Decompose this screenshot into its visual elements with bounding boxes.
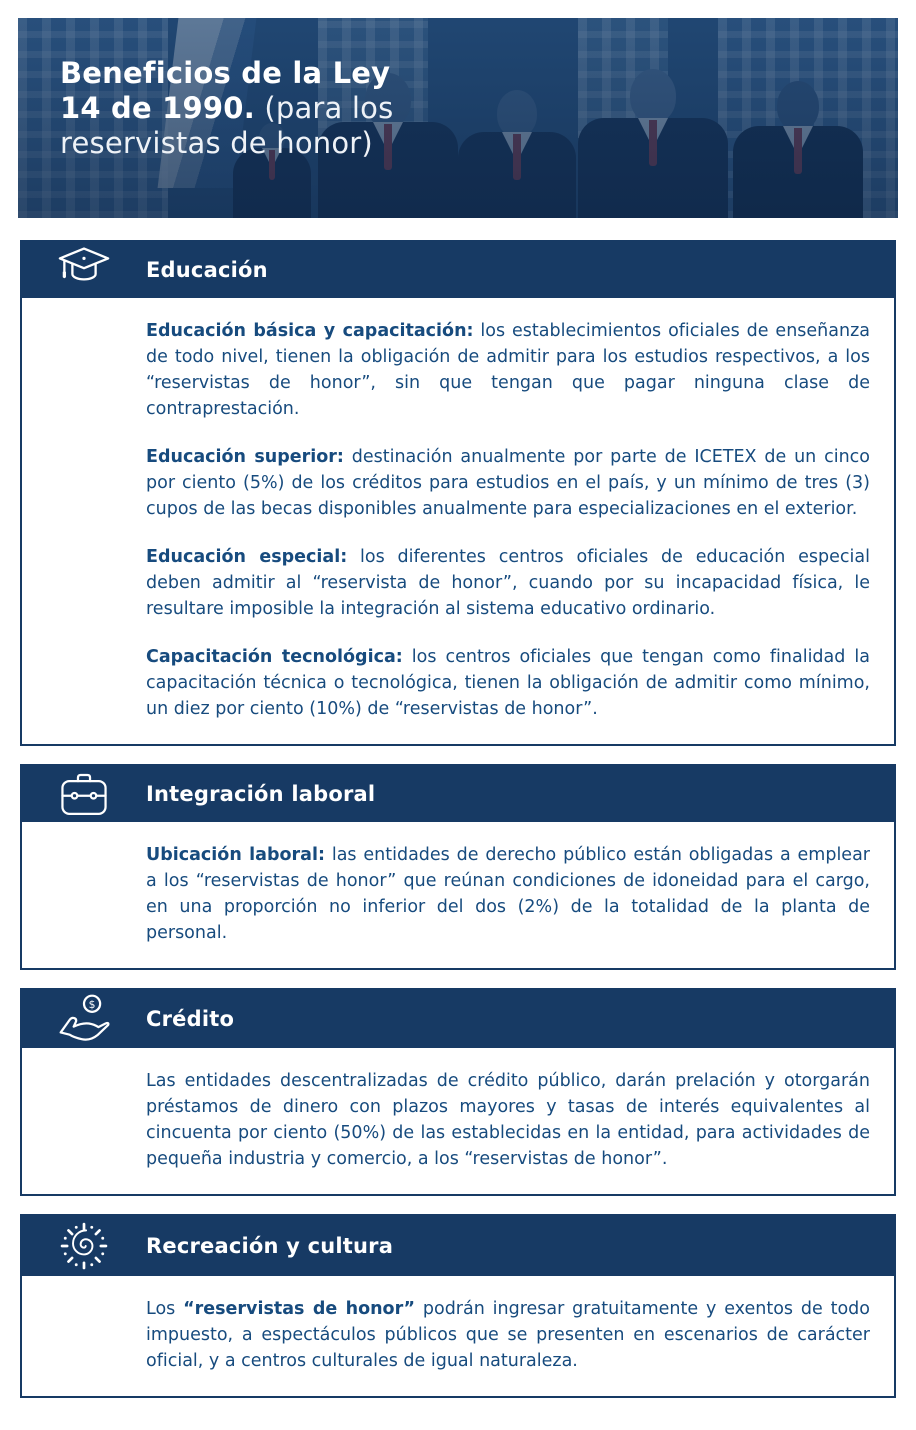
graduation-cap-icon — [22, 245, 146, 295]
section-body — [22, 1276, 894, 1396]
section-title: Recreación y cultura — [146, 1234, 394, 1258]
paragraph — [146, 842, 870, 946]
paragraph-lead: “reservistas de honor” — [183, 1299, 416, 1319]
spiral-sun-icon — [22, 1219, 146, 1273]
section-credito — [20, 988, 896, 1196]
hand-coin-icon — [22, 993, 146, 1045]
paragraph — [146, 318, 870, 422]
paragraph-lead: Educación especial: — [146, 547, 348, 567]
paragraph-text: podrán ingresar gratuitamente y exentos de todo impuesto, a espectáculos públicos que se presenten en escenarios de carácter oficial, y a centros culturales de igual naturaleza. — [146, 1299, 870, 1371]
hero-banner — [18, 18, 898, 218]
section-body — [22, 298, 894, 744]
paragraph-text: destinación anualmente por parte de ICETEX de un cinco por ciento (5%) de los créditos para estudios en el país, y un mínimo de tres (3) cupos de las becas disponibles anualmente para especializaciones en el exterior. — [146, 447, 871, 519]
paragraph — [146, 644, 870, 722]
paragraph-lead: Educación básica y capacitación: — [146, 321, 474, 341]
paragraph-text: los diferentes centros oficiales de educación especial deben admitir al “reservista de honor”, cuando por su incapacidad física, le resultare imposible la integración al sistema educativo ordinario. — [146, 547, 870, 619]
paragraph — [146, 544, 870, 622]
paragraph — [146, 444, 870, 522]
page-title-bold: 14 de 1990. — [60, 91, 255, 125]
section-integracion-laboral — [20, 764, 896, 970]
section-recreacion-cultura — [20, 1214, 896, 1398]
paragraph-lead: Ubicación laboral: — [146, 845, 325, 865]
section-body — [22, 822, 894, 968]
section-educacion — [20, 240, 896, 746]
section-header-integracion-laboral — [22, 766, 894, 822]
section-title: Crédito — [146, 1007, 235, 1031]
paragraph — [146, 1296, 870, 1374]
paragraph-prefix: Los — [146, 1299, 184, 1319]
paragraph-text: las entidades de derecho público están obligadas a emplear a los “reservistas de honor” que reúnan condiciones de idoneidad para el cargo, en una proporción no inferior del dos (2%) de la totalidad de la planta de personal. — [146, 845, 870, 943]
section-title: Integración laboral — [146, 782, 376, 806]
section-title: Educación — [146, 258, 268, 282]
page-title-regular: reservistas de honor) — [60, 126, 373, 160]
section-body — [22, 1048, 894, 1194]
page-title — [60, 56, 393, 161]
paragraph-lead: Capacitación tecnológica: — [146, 647, 403, 667]
paragraph — [146, 1068, 870, 1172]
svg-text:$: $ — [88, 997, 96, 1011]
paragraph-text: los centros oficiales que tengan como finalidad la capacitación técnica o tecnológica, tienen la obligación de admitir como mínimo, un diez por ciento (10%) de “reservistas de honor”. — [146, 647, 870, 719]
paragraph-text: Las entidades descentralizadas de crédito público, darán prelación y otorgarán préstamos de dinero con plazos mayores y tasas de interés equivalentes al cincuenta por ciento (50%) de las establecidas en la entidad, para actividades de pequeña industria y comercio, a los “reservistas de honor”. — [146, 1071, 870, 1169]
section-header-credito — [22, 990, 894, 1048]
paragraph-text: los establecimientos oficiales de enseñanza de todo nivel, tienen la obligación de admitir para los estudios respectivos, a los “reservistas de honor”, sin que tengan que pagar ninguna clase de contraprestación. — [146, 321, 870, 419]
page-title-bold: Beneficios de la Ley — [60, 56, 391, 90]
section-header-educacion — [22, 242, 894, 298]
section-header-recreacion-cultura — [22, 1216, 894, 1276]
briefcase-icon — [22, 769, 146, 819]
page-title-regular: (para los — [254, 91, 394, 125]
paragraph-lead: Educación superior: — [146, 447, 344, 467]
